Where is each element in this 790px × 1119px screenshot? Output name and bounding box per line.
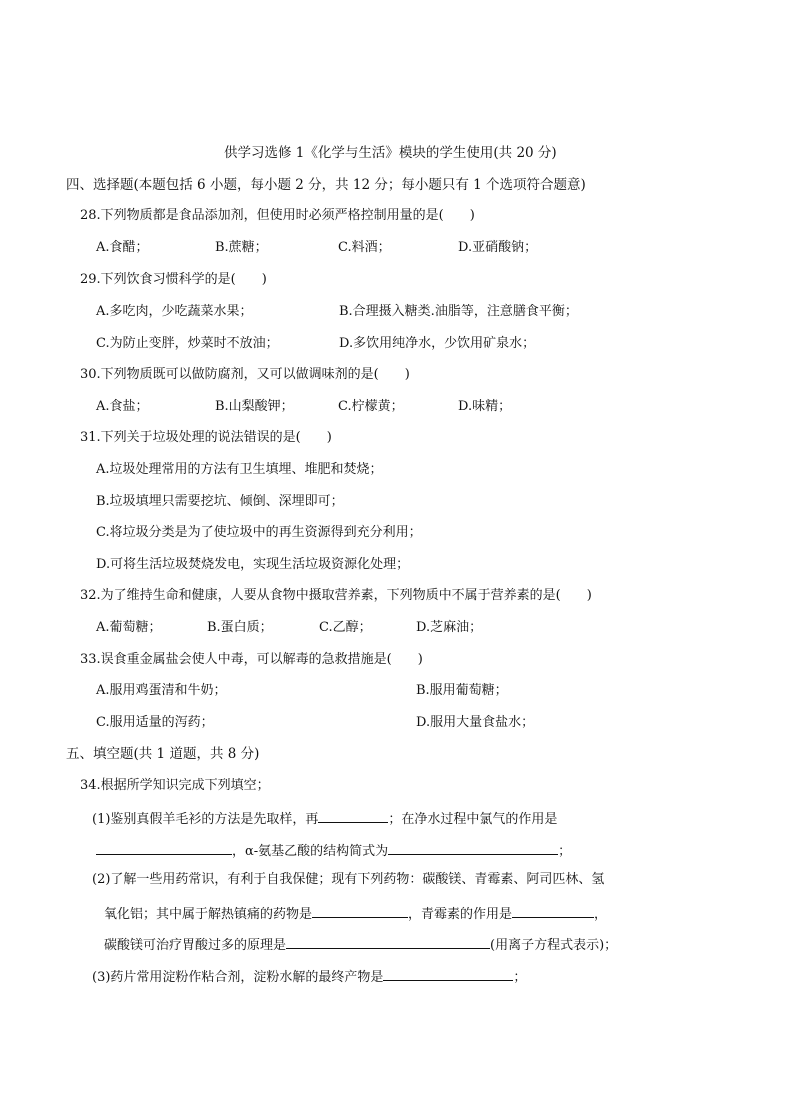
q34-p2-text-d: ，	[594, 907, 608, 922]
q32-option-a: A.葡萄糖；	[96, 620, 162, 635]
q30-option-b: B.山梨酸钾；	[215, 399, 294, 414]
module-title: 供学习选修 1《化学与生活》模块的学生使用(共 20 分)	[224, 145, 557, 161]
q34-p3-text-a: (3)药片常用淀粉作粘合剂，淀粉水解的最终产物是	[92, 970, 384, 985]
q28-option-b: B.蔗糖；	[215, 240, 268, 255]
q30-option-d: D.味精；	[458, 399, 512, 414]
q31-option-b: B.垃圾填埋只需要挖坑、倾倒、深埋即可；	[96, 494, 344, 509]
q34-p2-text-c: ，青霉素的作用是	[408, 907, 513, 922]
q32-option-c: C.乙醇；	[319, 620, 372, 635]
q30-option-c: C.柠檬黄；	[338, 399, 404, 414]
q28-option-d: D.亚硝酸钠；	[458, 240, 538, 255]
question-31-stem: 31.下列关于垃圾处理的说法错误的是( )	[80, 430, 332, 445]
q31-option-a: A.垃圾处理常用的方法有卫生填埋、堆肥和焚烧；	[96, 462, 383, 477]
blank-penicillin-function[interactable]	[512, 903, 594, 918]
blank-chlorine-role[interactable]	[96, 840, 232, 855]
q34-part-1-line-2	[96, 840, 571, 861]
blank-wool-identification[interactable]	[318, 808, 388, 823]
q32-option-b: B.蛋白质；	[207, 620, 273, 635]
q29-option-c: C.为防止变胖，炒菜时不放油；	[96, 336, 279, 351]
q34-p2-text-f: (用离子方程式表示)；	[490, 938, 618, 953]
q34-p1-text-b: ；在净水过程中氯气的作用是	[388, 812, 558, 827]
question-28-stem: 28.下列物质都是食品添加剂，但使用时必须严格控制用量的是( )	[80, 208, 475, 223]
q30-option-a: A.食盐；	[96, 399, 149, 414]
q28-option-c: C.料酒；	[338, 240, 391, 255]
q34-part-2-line-3	[104, 934, 617, 955]
q34-part-2-line-1: (2)了解一些用药常识，有利于自我保健；现有下列药物：碳酸镁、青霉素、阿司匹林、氢	[92, 872, 605, 887]
section-4-heading: 四、选择题(本题包括 6 小题，每小题 2 分，共 12 分；每小题只有 1 个选项符合题意)	[66, 177, 586, 193]
q32-option-d: D.芝麻油；	[416, 620, 483, 635]
q28-option-a: A.食醋；	[96, 240, 149, 255]
q34-p1-text-c: ，α-氨基乙酸的结构简式为	[232, 844, 389, 859]
q33-option-a: A.服用鸡蛋清和牛奶；	[96, 683, 227, 698]
blank-glycine-structure[interactable]	[388, 840, 558, 855]
question-32-stem: 32.为了维持生命和健康，人要从食物中摄取营养素，下列物质中不属于营养素的是( )	[80, 588, 592, 603]
q29-option-a: A.多吃肉，少吃蔬菜水果；	[96, 304, 253, 319]
blank-starch-hydrolysis-product[interactable]	[383, 966, 513, 981]
q29-option-b: B.合理摄入糖类.油脂等，注意膳食平衡；	[339, 304, 578, 319]
blank-antipyretic-drug[interactable]	[312, 903, 408, 918]
q33-option-d: D.服用大量食盐水；	[416, 715, 535, 730]
q34-p2-text-b: 氧化铝；其中属于解热镇痛的药物是	[104, 907, 313, 922]
section-5-heading: 五、填空题(共 1 道题，共 8 分)	[66, 746, 260, 762]
question-34-stem: 34.根据所学知识完成下列填空；	[80, 778, 270, 793]
q34-part-2-line-2	[104, 903, 607, 924]
q34-part-3-line-1	[92, 966, 526, 987]
blank-ionic-equation[interactable]	[286, 934, 490, 949]
question-33-stem: 33.误食重金属盐会使人中毒，可以解毒的急救措施是( )	[80, 652, 423, 667]
q34-p2-text-e: 碳酸镁可治疗胃酸过多的原理是	[104, 938, 287, 953]
question-29-stem: 29.下列饮食习惯科学的是( )	[80, 272, 267, 287]
q31-option-c: C.将垃圾分类是为了使垃圾中的再生资源得到充分利用；	[96, 525, 422, 540]
q29-option-d: D.多饮用纯净水，少饮用矿泉水；	[339, 336, 536, 351]
q34-part-1-line-1	[92, 808, 557, 829]
q34-p3-text-b: ；	[513, 970, 527, 985]
q34-p1-text-a: (1)鉴别真假羊毛衫的方法是先取样，再	[92, 812, 319, 827]
q31-option-d: D.可将生活垃圾焚烧发电，实现生活垃圾资源化处理；	[96, 557, 410, 572]
q33-option-b: B.服用葡萄糖；	[416, 683, 508, 698]
question-30-stem: 30.下列物质既可以做防腐剂，又可以做调味剂的是( )	[80, 367, 410, 382]
q34-p1-text-d: ；	[558, 844, 572, 859]
q33-option-c: C.服用适量的泻药；	[96, 715, 214, 730]
